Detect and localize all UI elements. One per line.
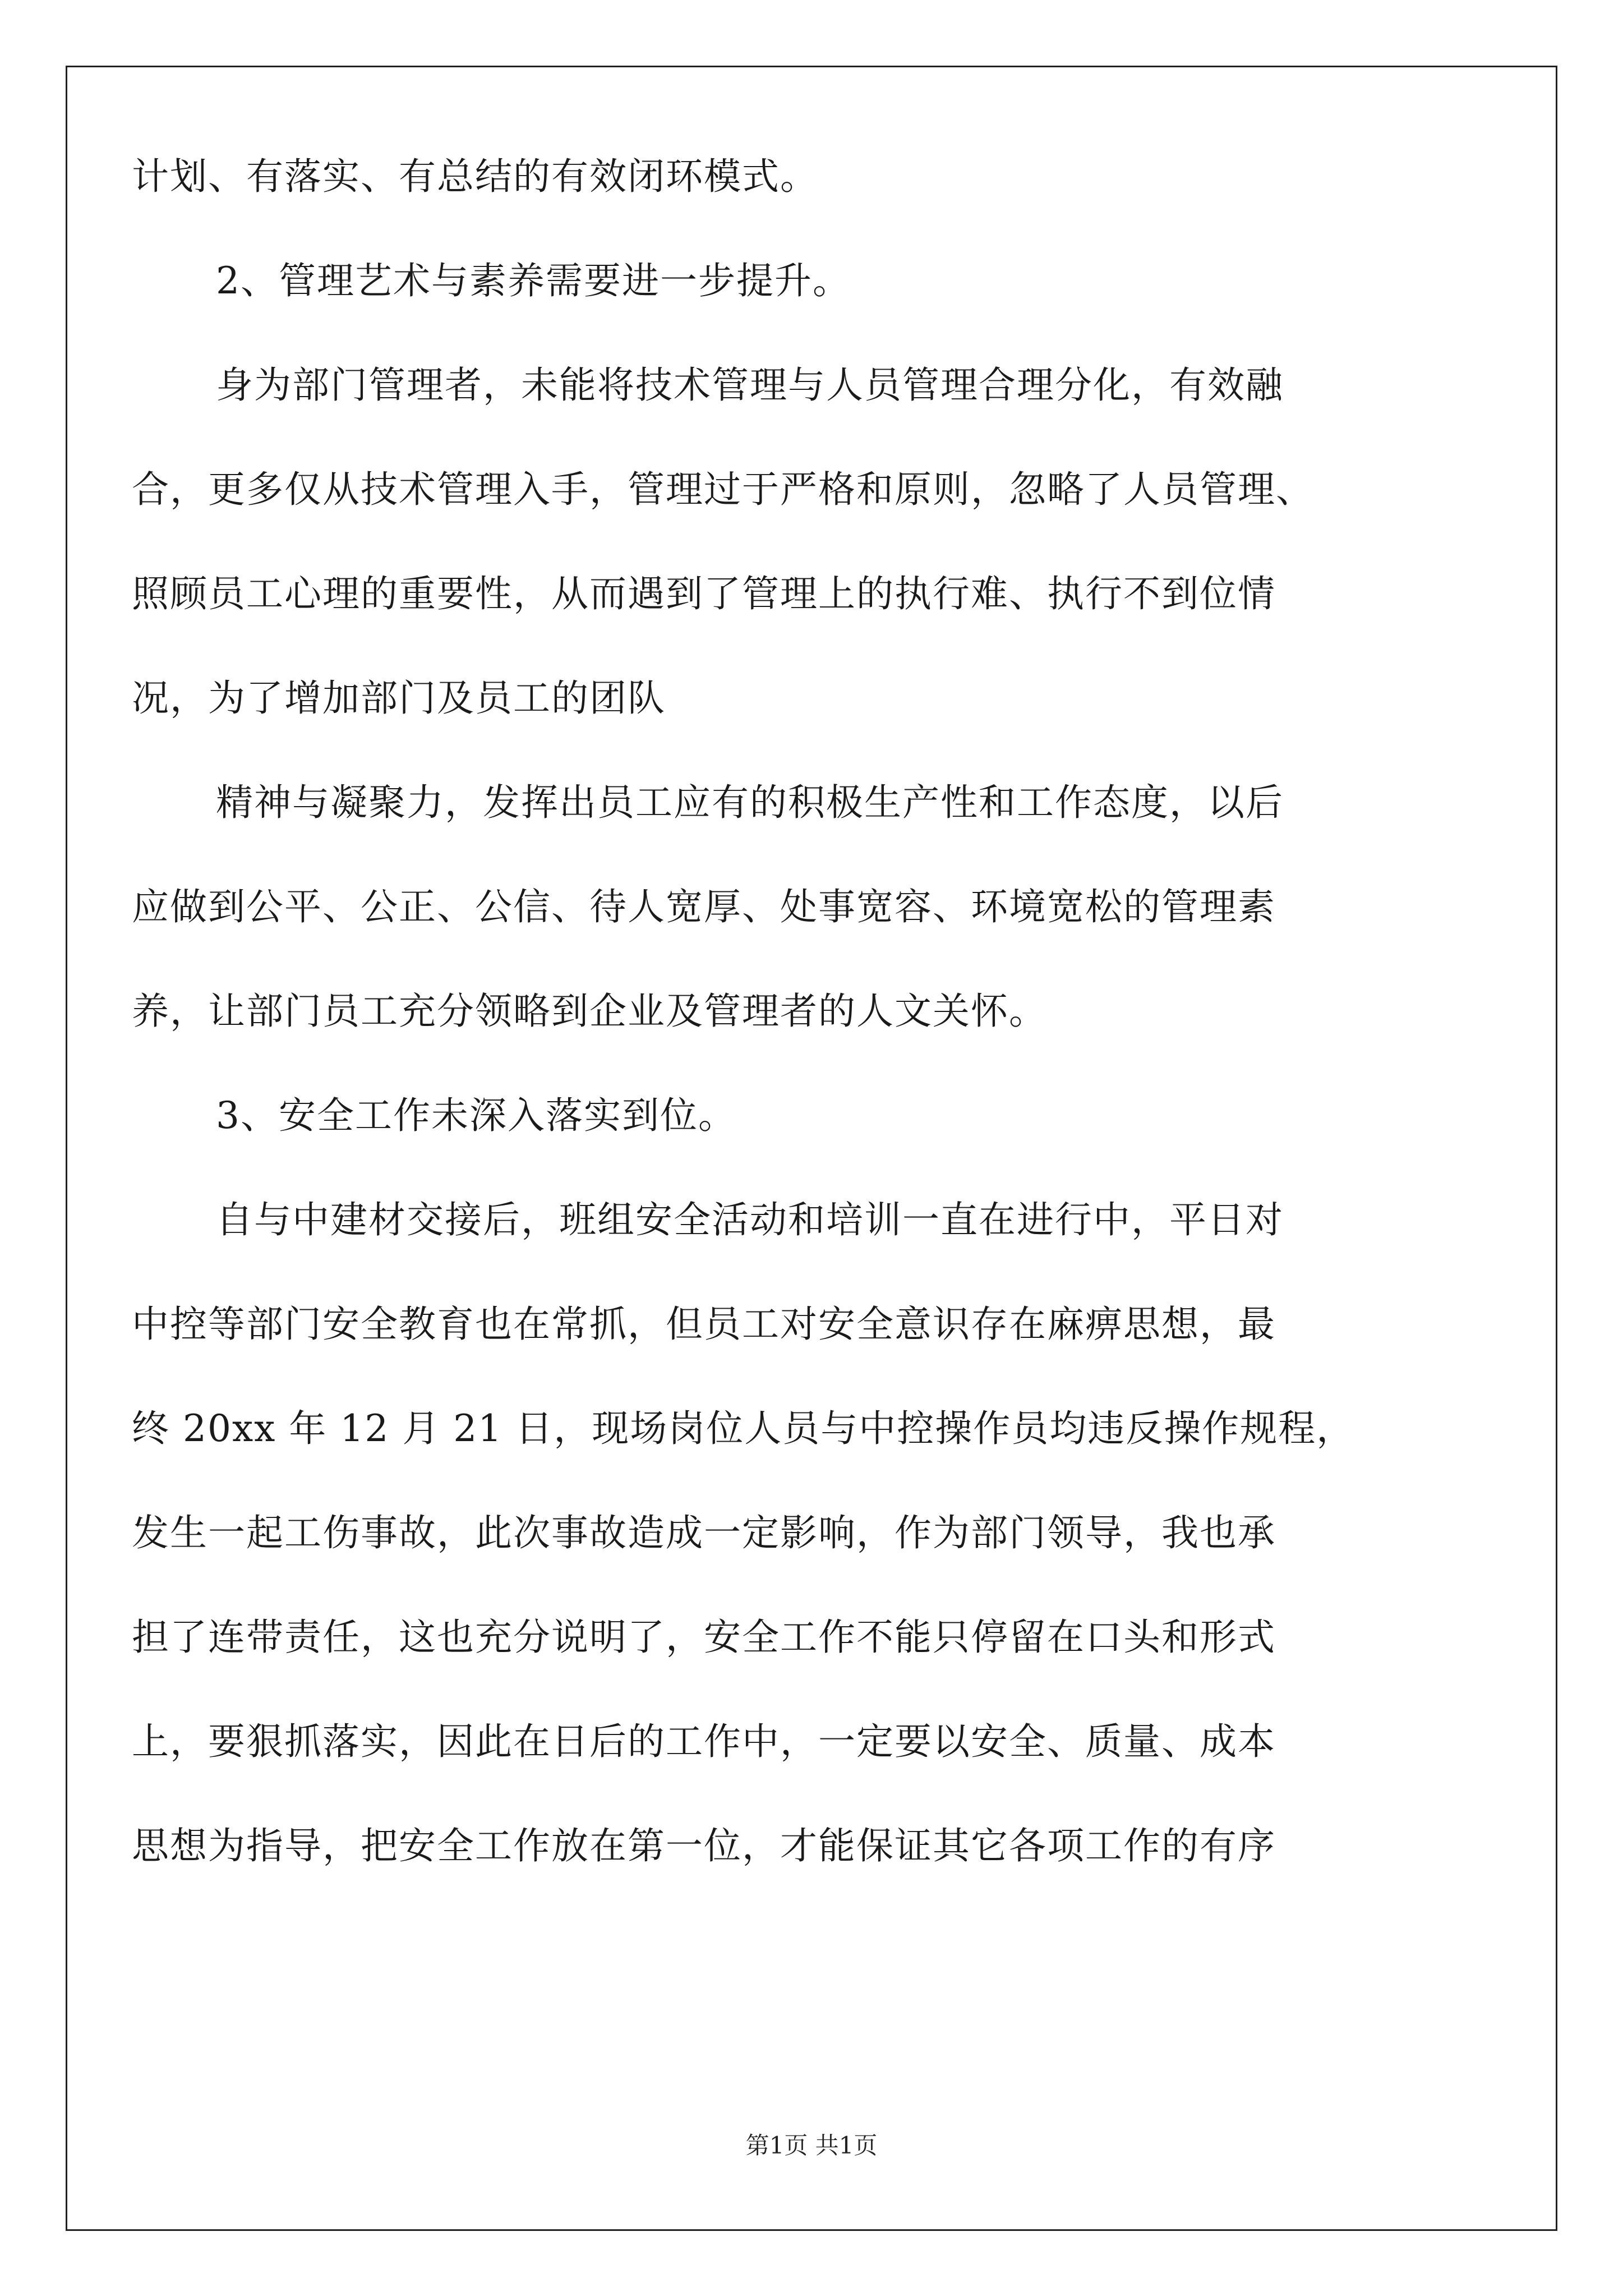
text-line: 身为部门管理者，未能将技术管理与人员管理合理分化，有效融 [216,364,1284,407]
text-line: 合，更多仅从技术管理入手，管理过于严格和原则，忽略了人员管理、 [132,468,1314,511]
text-line: 2、管理艺术与素养需要进一步提升。 [216,259,851,302]
text-line: 况，为了增加部门及员工的团队 [132,677,666,720]
page-footer: 第1页 共1页 [745,2132,878,2159]
text-line: 照顾员工心理的重要性，从而遇到了管理上的执行难、执行不到位情 [132,572,1276,615]
text-line: 计划、有落实、有总结的有效闭环模式。 [132,155,818,198]
text-line: 思想为指导，把安全工作放在第一位，才能保证其它各项工作的有序 [132,1824,1276,1867]
text-line: 自与中建材交接后，班组安全活动和培训一直在进行中，平日对 [216,1198,1284,1241]
text-line: 上，要狠抓落实，因此在日后的工作中，一定要以安全、质量、成本 [132,1720,1276,1763]
text-line: 终 20xx 年 12 月 21 日，现场岗位人员与中控操作员均违反操作规程， [132,1407,1355,1450]
text-line: 养，让部门员工充分领略到企业及管理者的人文关怀。 [132,990,1047,1033]
text-line: 精神与凝聚力，发挥出员工应有的积极生产性和工作态度，以后 [216,781,1284,824]
text-line: 3、安全工作未深入落实到位。 [216,1094,736,1137]
text-line: 中控等部门安全教育也在常抓，但员工对安全意识存在麻痹思想，最 [132,1303,1276,1346]
text-line: 担了连带责任，这也充分说明了，安全工作不能只停留在口头和形式 [132,1616,1276,1659]
text-line: 发生一起工伤事故，此次事故造成一定影响，作为部门领导，我也承 [132,1511,1276,1554]
text-line: 应做到公平、公正、公信、待人宽厚、处事宽容、环境宽松的管理素 [132,885,1276,928]
